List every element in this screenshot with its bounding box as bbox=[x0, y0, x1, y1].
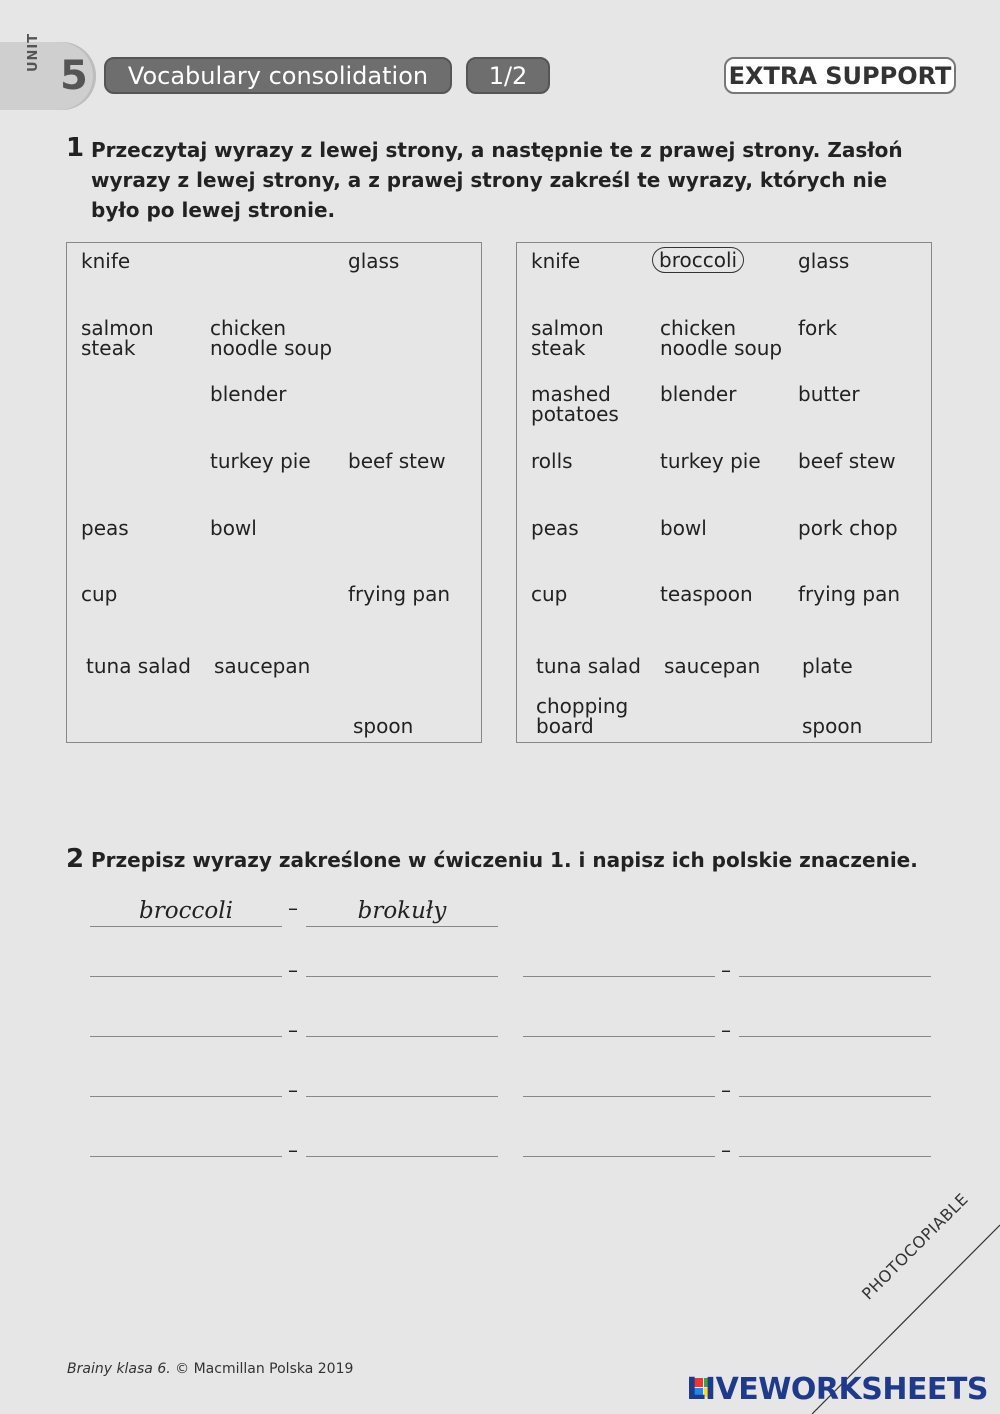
dash: – bbox=[288, 1138, 298, 1162]
left-word: spoon bbox=[353, 714, 414, 738]
left-word: glass bbox=[348, 249, 400, 273]
answer-line-english[interactable] bbox=[523, 1096, 715, 1097]
answer-line-english[interactable] bbox=[90, 1036, 282, 1037]
left-word: frying pan bbox=[348, 582, 451, 606]
answer-line-polish[interactable] bbox=[739, 976, 931, 977]
right-word[interactable]: spoon bbox=[802, 714, 863, 738]
dash: – bbox=[721, 1078, 731, 1102]
left-word: tuna salad bbox=[86, 654, 191, 678]
unit-number: 5 bbox=[60, 53, 88, 99]
right-word[interactable]: pork chop bbox=[798, 516, 898, 540]
dash: – bbox=[288, 1078, 298, 1102]
right-word[interactable]: turkey pie bbox=[660, 449, 761, 473]
right-word[interactable]: bowl bbox=[660, 516, 707, 540]
exercise-2-number: 2 bbox=[66, 844, 85, 874]
answer-line-polish[interactable] bbox=[739, 1036, 931, 1037]
answer-line-polish[interactable] bbox=[739, 1156, 931, 1157]
right-word[interactable]: butter bbox=[798, 382, 860, 406]
answer-line-english[interactable] bbox=[90, 976, 282, 977]
dash: – bbox=[721, 1018, 731, 1042]
answer-line bbox=[306, 926, 498, 927]
left-word: chicken noodle soup bbox=[210, 316, 333, 360]
liveworksheets-brand[interactable]: LIVEWORKSHEETS bbox=[686, 1372, 988, 1407]
right-word[interactable]: chopping board bbox=[536, 694, 629, 738]
book-title: Brainy klasa 6. bbox=[67, 1361, 171, 1377]
right-word[interactable]: cup bbox=[531, 582, 568, 606]
answer-line-english[interactable] bbox=[90, 1156, 282, 1157]
answer-line-english[interactable] bbox=[523, 1156, 715, 1157]
left-word: turkey pie bbox=[210, 449, 311, 473]
answer-line-polish[interactable] bbox=[306, 1156, 498, 1157]
example-word: broccoli bbox=[139, 898, 233, 924]
answer-line-polish[interactable] bbox=[306, 976, 498, 977]
dash: – bbox=[721, 1138, 731, 1162]
dash: – bbox=[288, 896, 298, 920]
right-word[interactable]: peas bbox=[531, 516, 579, 540]
right-word[interactable]: glass bbox=[798, 249, 850, 273]
right-word-circled[interactable]: broccoli bbox=[652, 247, 744, 273]
left-word: peas bbox=[81, 516, 129, 540]
left-word: cup bbox=[81, 582, 118, 606]
footer-credit bbox=[67, 1361, 353, 1377]
exercise-2-instruction: Przepisz wyrazy zakreślone w ćwiczeniu 1. i napisz ich polskie znaczenie. bbox=[91, 848, 918, 872]
right-word[interactable]: blender bbox=[660, 382, 737, 406]
page-indicator: 1/2 bbox=[466, 57, 550, 94]
answer-line-polish[interactable] bbox=[306, 1036, 498, 1037]
dash: – bbox=[288, 958, 298, 982]
dash: – bbox=[288, 1018, 298, 1042]
dash: – bbox=[721, 958, 731, 982]
right-word[interactable]: fork bbox=[798, 316, 838, 340]
answer-line-english[interactable] bbox=[523, 976, 715, 977]
right-word[interactable]: saucepan bbox=[664, 654, 761, 678]
right-word[interactable]: tuna salad bbox=[536, 654, 641, 678]
answer-line-english[interactable] bbox=[523, 1036, 715, 1037]
right-word[interactable]: teaspoon bbox=[660, 582, 753, 606]
left-word: saucepan bbox=[214, 654, 311, 678]
left-word: knife bbox=[81, 249, 131, 273]
photocopiable-label: PHOTOCOPIABLE bbox=[858, 1189, 972, 1304]
right-word[interactable]: mashed potatoes bbox=[531, 382, 619, 426]
right-word[interactable]: chicken noodle soup bbox=[660, 316, 783, 360]
right-word[interactable]: rolls bbox=[531, 449, 573, 473]
right-word[interactable]: frying pan bbox=[798, 582, 901, 606]
right-word[interactable]: knife bbox=[531, 249, 581, 273]
right-word[interactable]: plate bbox=[802, 654, 853, 678]
answer-line bbox=[90, 926, 282, 927]
worksheet-title: Vocabulary consolidation bbox=[104, 57, 452, 94]
right-word[interactable]: salmon steak bbox=[531, 316, 604, 360]
exercise-1-instruction: Przeczytaj wyrazy z lewej strony, a następnie te z prawej strony. Zasłoń wyrazy z lewej strony, a z prawej strony zakreśl te wyrazy, których nie było po lewej stronie. bbox=[91, 138, 903, 222]
left-word: bowl bbox=[210, 516, 257, 540]
answer-line-polish[interactable] bbox=[739, 1096, 931, 1097]
right-word[interactable]: beef stew bbox=[798, 449, 896, 473]
exercise-1-number: 1 bbox=[66, 133, 85, 163]
left-word: salmon steak bbox=[81, 316, 154, 360]
example-translation: brokuły bbox=[357, 898, 447, 924]
answer-line-polish[interactable] bbox=[306, 1096, 498, 1097]
answer-line-english[interactable] bbox=[90, 1096, 282, 1097]
left-word: beef stew bbox=[348, 449, 446, 473]
extra-support-badge: EXTRA SUPPORT bbox=[724, 57, 956, 94]
copyright: © Macmillan Polska 2019 bbox=[175, 1361, 354, 1377]
unit-label: UNIT bbox=[26, 32, 41, 72]
left-word: blender bbox=[210, 382, 287, 406]
